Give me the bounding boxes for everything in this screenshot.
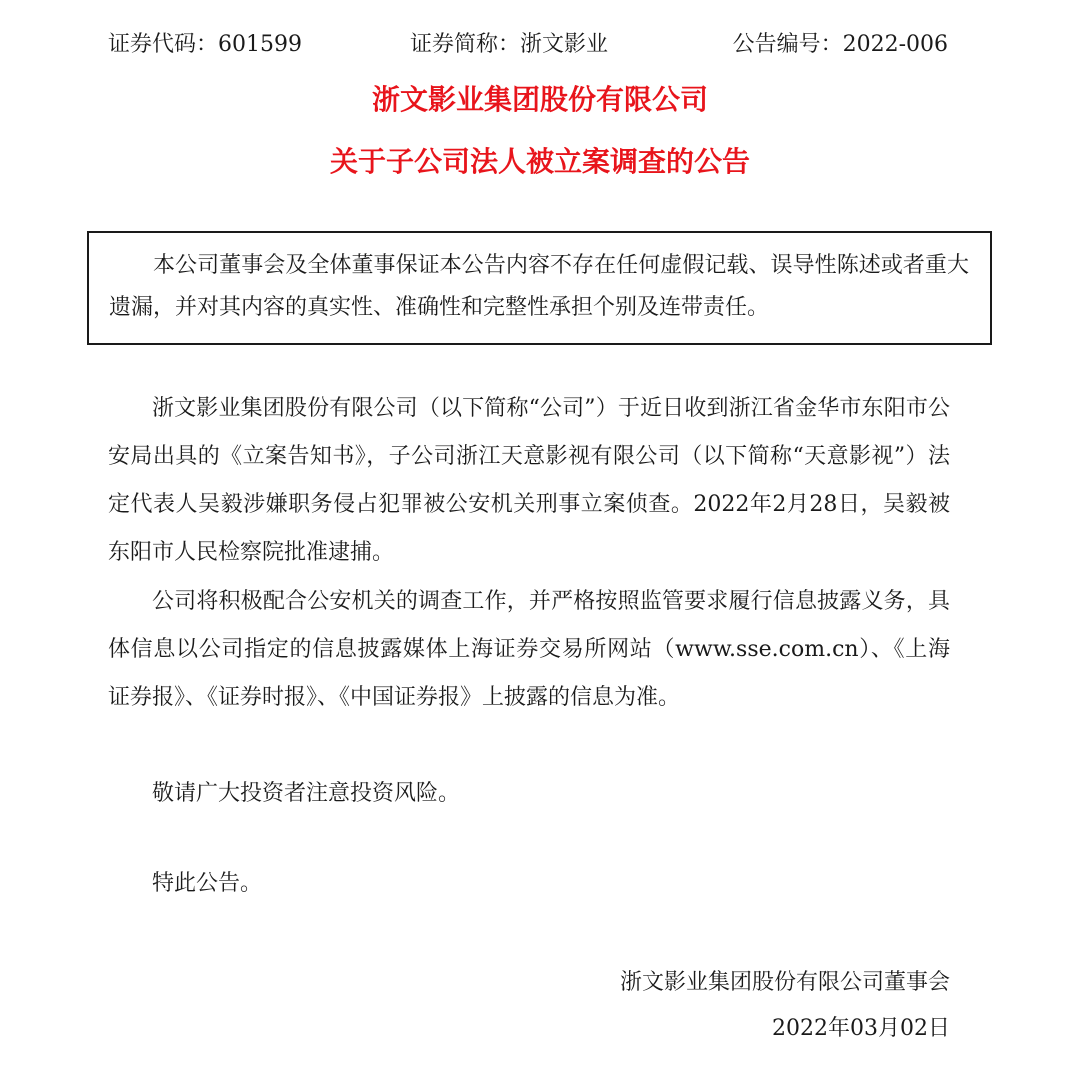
board-statement-box (87, 231, 992, 345)
company-title: 浙文影业集团股份有限公司 (371, 83, 708, 116)
signature-date: 2022年03月02日 (772, 1016, 950, 1041)
paragraph-investigation: 浙文影业集团股份有限公司（以下简称“公司”）于近日收到浙江省金华市东阳市公安局出具的《立案告知书》，子公司浙江天意影视有限公司（以下简称“天意影视”）法定代表人吴毅涉嫌职务侵占犯罪被公安机关刑事立案侦查。2022年2月28日，吴毅被东阳市人民检察院批准逮捕。 (108, 396, 950, 565)
security-code: 证券代码：601599 (108, 32, 302, 57)
paragraph-risk-warning: 敬请广大投资者注意投资风险。 (152, 781, 461, 806)
paragraph-disclosure: 公司将积极配合公安机关的调查工作，并严格按照监管要求履行信息披露义务，具体信息以公司指定的信息披露媒体上海证券交易所网站（www.sse.com.cn）、《上海证券报》、《证券时报》、《中国证券报》上披露的信息为准。 (108, 589, 950, 710)
signature-company: 浙文影业集团股份有限公司董事会 (619, 970, 950, 995)
document-header (0, 30, 1080, 60)
announcement-number: 公告编号：2022-006 (732, 32, 948, 57)
paragraph-closing: 特此公告。 (152, 871, 263, 896)
board-statement-text: 本公司董事会及全体董事保证本公告内容不存在任何虚假记载、误导性陈述或者重大遗漏，并对其内容的真实性、准确性和完整性承担个别及连带责任。 (109, 253, 969, 320)
announcement-title: 关于子公司法人被立案调查的公告 (329, 145, 750, 178)
security-name: 证券简称：浙文影业 (410, 32, 609, 57)
